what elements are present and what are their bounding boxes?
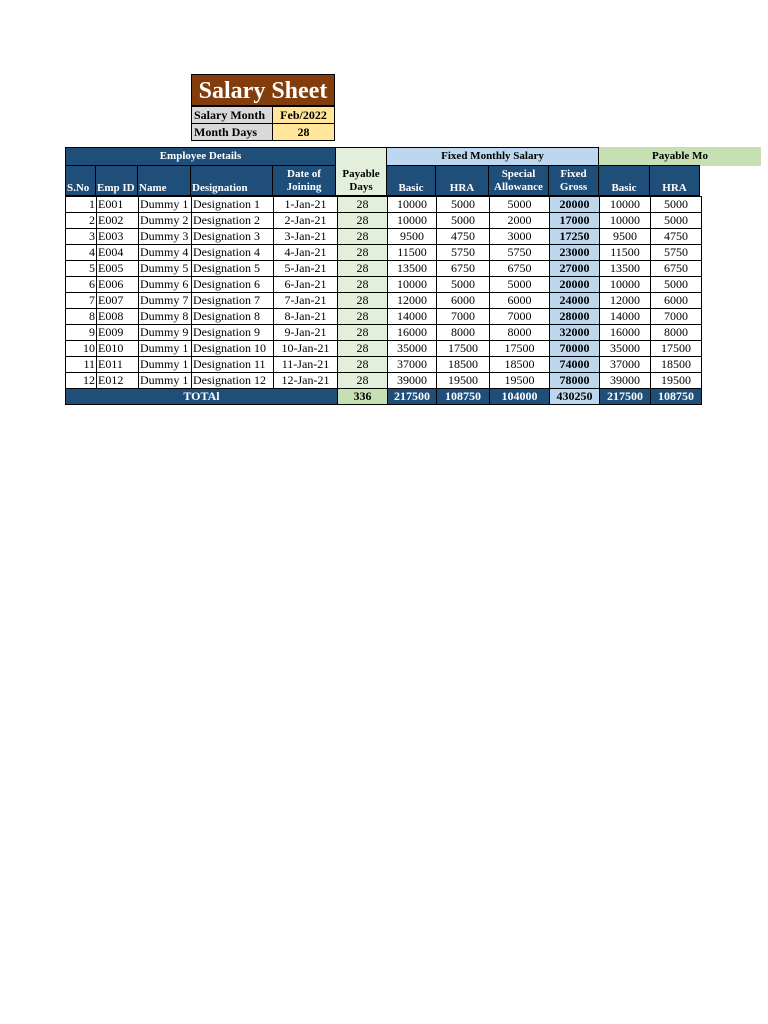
total-fixed-gross[interactable]: 430250 (550, 389, 600, 405)
table-row (66, 373, 702, 389)
table-row (66, 309, 702, 325)
cell-designation[interactable]: Designation 9 (192, 325, 274, 341)
table-row (66, 277, 702, 293)
cell-payable-hra[interactable]: 8000 (651, 325, 702, 341)
cell-payable-days[interactable]: 28 (338, 357, 388, 373)
cell-basic[interactable]: 12000 (388, 293, 437, 309)
cell-designation[interactable]: Designation 5 (192, 261, 274, 277)
col-header-name: Name (137, 165, 191, 196)
cell-sno[interactable]: 1 (66, 197, 97, 213)
cell-payable-days[interactable]: 28 (338, 197, 388, 213)
cell-doj[interactable]: 10-Jan-21 (274, 341, 338, 357)
cell-hra[interactable]: 5000 (437, 277, 490, 293)
cell-name[interactable]: Dummy 4 (139, 245, 192, 261)
cell-payable-basic[interactable]: 11500 (600, 245, 651, 261)
cell-sno[interactable]: 12 (66, 373, 97, 389)
cell-fixed-gross[interactable]: 20000 (550, 277, 600, 293)
col-header-doj: Date of Joining (272, 165, 336, 196)
cell-basic[interactable]: 16000 (388, 325, 437, 341)
cell-designation[interactable]: Designation 10 (192, 341, 274, 357)
table-row (66, 293, 702, 309)
cell-special-allowance[interactable]: 17500 (490, 341, 550, 357)
cell-emp-id[interactable]: E005 (97, 261, 139, 277)
total-payable-basic[interactable]: 217500 (600, 389, 651, 405)
cell-designation[interactable]: Designation 2 (192, 213, 274, 229)
cell-payable-hra[interactable]: 5750 (651, 245, 702, 261)
cell-fixed-gross[interactable]: 28000 (550, 309, 600, 325)
cell-basic[interactable]: 10000 (388, 277, 437, 293)
cell-payable-hra[interactable]: 6000 (651, 293, 702, 309)
cell-payable-basic[interactable]: 39000 (600, 373, 651, 389)
cell-special-allowance[interactable]: 8000 (490, 325, 550, 341)
cell-basic[interactable]: 9500 (388, 229, 437, 245)
cell-doj[interactable]: 4-Jan-21 (274, 245, 338, 261)
cell-name[interactable]: Dummy 3 (139, 229, 192, 245)
cell-name[interactable]: Dummy 8 (139, 309, 192, 325)
sheet-title: Salary Sheet (191, 74, 335, 106)
cell-special-allowance[interactable]: 2000 (490, 213, 550, 229)
cell-special-allowance[interactable]: 19500 (490, 373, 550, 389)
cell-hra[interactable]: 5750 (437, 245, 490, 261)
cell-fixed-gross[interactable]: 23000 (550, 245, 600, 261)
table-row (66, 197, 702, 213)
cell-hra[interactable]: 8000 (437, 325, 490, 341)
cell-hra[interactable]: 19500 (437, 373, 490, 389)
cell-fixed-gross[interactable]: 78000 (550, 373, 600, 389)
cell-payable-hra[interactable]: 7000 (651, 309, 702, 325)
cell-payable-basic[interactable]: 13500 (600, 261, 651, 277)
cell-doj[interactable]: 12-Jan-21 (274, 373, 338, 389)
cell-basic[interactable]: 35000 (388, 341, 437, 357)
cell-designation[interactable]: Designation 7 (192, 293, 274, 309)
cell-basic[interactable]: 37000 (388, 357, 437, 373)
cell-emp-id[interactable]: E010 (97, 341, 139, 357)
total-basic[interactable]: 217500 (388, 389, 437, 405)
total-payable-hra[interactable]: 108750 (651, 389, 702, 405)
cell-sno[interactable]: 8 (66, 309, 97, 325)
salary-month-value[interactable]: Feb/2022 (272, 106, 335, 124)
cell-payable-basic[interactable]: 37000 (600, 357, 651, 373)
cell-emp-id[interactable]: E007 (97, 293, 139, 309)
cell-doj[interactable]: 11-Jan-21 (274, 357, 338, 373)
col-header-payable-hra: HRA (649, 165, 700, 196)
cell-designation[interactable]: Designation 12 (192, 373, 274, 389)
cell-special-allowance[interactable]: 7000 (490, 309, 550, 325)
cell-designation[interactable]: Designation 11 (192, 357, 274, 373)
month-days-label: Month Days (191, 123, 273, 141)
cell-special-allowance[interactable]: 18500 (490, 357, 550, 373)
cell-basic[interactable]: 11500 (388, 245, 437, 261)
col-header-designation: Designation (190, 165, 273, 196)
cell-special-allowance[interactable]: 5750 (490, 245, 550, 261)
cell-payable-days[interactable]: 28 (338, 373, 388, 389)
cell-fixed-gross[interactable]: 24000 (550, 293, 600, 309)
cell-hra[interactable]: 18500 (437, 357, 490, 373)
table-row (66, 325, 702, 341)
cell-hra[interactable]: 7000 (437, 309, 490, 325)
cell-basic[interactable]: 13500 (388, 261, 437, 277)
cell-fixed-gross[interactable]: 20000 (550, 197, 600, 213)
cell-fixed-gross[interactable]: 27000 (550, 261, 600, 277)
cell-hra[interactable]: 5000 (437, 213, 490, 229)
cell-name[interactable]: Dummy 2 (139, 213, 192, 229)
table-row (66, 229, 702, 245)
cell-sno[interactable]: 2 (66, 213, 97, 229)
cell-emp-id[interactable]: E003 (97, 229, 139, 245)
cell-basic[interactable]: 10000 (388, 213, 437, 229)
cell-fixed-gross[interactable]: 70000 (550, 341, 600, 357)
cell-designation[interactable]: Designation 3 (192, 229, 274, 245)
cell-sno[interactable]: 3 (66, 229, 97, 245)
cell-emp-id[interactable]: E012 (97, 373, 139, 389)
cell-basic[interactable]: 10000 (388, 197, 437, 213)
group-payable-monthly: Payable Mo (599, 147, 761, 166)
cell-sno[interactable]: 10 (66, 341, 97, 357)
cell-name[interactable]: Dummy 6 (139, 277, 192, 293)
col-header-payable-days: Payable Days (342, 168, 380, 193)
cell-name[interactable]: Dummy 7 (139, 293, 192, 309)
table-row (66, 213, 702, 229)
col-header-payable-basic: Basic (598, 165, 650, 196)
cell-designation[interactable]: Designation 4 (192, 245, 274, 261)
cell-payable-basic[interactable]: 14000 (600, 309, 651, 325)
cell-payable-days[interactable]: 28 (338, 277, 388, 293)
col-header-basic: Basic (386, 165, 436, 196)
cell-payable-basic[interactable]: 16000 (600, 325, 651, 341)
cell-payable-days[interactable]: 28 (338, 213, 388, 229)
cell-name[interactable]: Dummy 1 (139, 197, 192, 213)
cell-emp-id[interactable]: E004 (97, 245, 139, 261)
cell-payable-days[interactable]: 28 (338, 245, 388, 261)
cell-hra[interactable]: 5000 (437, 197, 490, 213)
cell-basic[interactable]: 39000 (388, 373, 437, 389)
cell-payable-hra[interactable]: 18500 (651, 357, 702, 373)
cell-name[interactable]: Dummy 9 (139, 325, 192, 341)
salary-month-label: Salary Month (191, 106, 273, 124)
cell-payable-hra[interactable]: 19500 (651, 373, 702, 389)
group-fixed-monthly-salary: Fixed Monthly Salary (386, 147, 599, 166)
col-header-sno: S.No (65, 165, 96, 196)
cell-payable-hra[interactable]: 6750 (651, 261, 702, 277)
table-row (66, 341, 702, 357)
group-employee-details: Employee Details (65, 147, 336, 166)
cell-payable-hra[interactable]: 5000 (651, 213, 702, 229)
cell-special-allowance[interactable]: 5000 (490, 197, 550, 213)
total-payable-days[interactable]: 336 (338, 389, 388, 405)
cell-payable-basic[interactable]: 35000 (600, 341, 651, 357)
total-label[interactable]: TOTAl (66, 389, 338, 405)
cell-hra[interactable]: 6750 (437, 261, 490, 277)
cell-special-allowance[interactable]: 5000 (490, 277, 550, 293)
cell-doj[interactable]: 9-Jan-21 (274, 325, 338, 341)
cell-sno[interactable]: 4 (66, 245, 97, 261)
cell-doj[interactable]: 2-Jan-21 (274, 213, 338, 229)
cell-payable-days[interactable]: 28 (338, 325, 388, 341)
cell-hra[interactable]: 17500 (437, 341, 490, 357)
cell-payable-days[interactable]: 28 (338, 309, 388, 325)
cell-sno[interactable]: 5 (66, 261, 97, 277)
cell-emp-id[interactable]: E008 (97, 309, 139, 325)
cell-payable-basic[interactable]: 10000 (600, 197, 651, 213)
month-days-value[interactable]: 28 (272, 123, 335, 141)
cell-fixed-gross[interactable]: 17000 (550, 213, 600, 229)
cell-emp-id[interactable]: E006 (97, 277, 139, 293)
cell-payable-days[interactable]: 28 (338, 229, 388, 245)
cell-payable-days[interactable]: 28 (338, 341, 388, 357)
cell-doj[interactable]: 1-Jan-21 (274, 197, 338, 213)
table-row (66, 357, 702, 373)
cell-special-allowance[interactable]: 3000 (490, 229, 550, 245)
total-hra[interactable]: 108750 (437, 389, 490, 405)
total-row (66, 389, 702, 405)
cell-payable-basic[interactable]: 10000 (600, 213, 651, 229)
table-row (66, 261, 702, 277)
cell-special-allowance[interactable]: 6000 (490, 293, 550, 309)
total-special-allowance[interactable]: 104000 (490, 389, 550, 405)
cell-sno[interactable]: 7 (66, 293, 97, 309)
cell-emp-id[interactable]: E002 (97, 213, 139, 229)
cell-designation[interactable]: Designation 6 (192, 277, 274, 293)
cell-sno[interactable]: 6 (66, 277, 97, 293)
cell-payable-hra[interactable]: 4750 (651, 229, 702, 245)
cell-payable-days[interactable]: 28 (338, 293, 388, 309)
cell-hra[interactable]: 6000 (437, 293, 490, 309)
cell-fixed-gross[interactable]: 17250 (550, 229, 600, 245)
cell-emp-id[interactable]: E001 (97, 197, 139, 213)
cell-emp-id[interactable]: E011 (97, 357, 139, 373)
cell-payable-basic[interactable]: 10000 (600, 277, 651, 293)
cell-payable-hra[interactable]: 17500 (651, 341, 702, 357)
table-row (66, 245, 702, 261)
cell-basic[interactable]: 14000 (388, 309, 437, 325)
cell-doj[interactable]: 5-Jan-21 (274, 261, 338, 277)
cell-sno[interactable]: 11 (66, 357, 97, 373)
cell-name[interactable]: Dummy 1 (139, 373, 192, 389)
col-header-special-allowance: Special Allowance (488, 165, 549, 196)
cell-doj[interactable]: 8-Jan-21 (274, 309, 338, 325)
col-header-hra: HRA (435, 165, 489, 196)
cell-special-allowance[interactable]: 6750 (490, 261, 550, 277)
cell-doj[interactable]: 7-Jan-21 (274, 293, 338, 309)
cell-hra[interactable]: 4750 (437, 229, 490, 245)
cell-fixed-gross[interactable]: 32000 (550, 325, 600, 341)
cell-emp-id[interactable]: E009 (97, 325, 139, 341)
cell-payable-basic[interactable]: 12000 (600, 293, 651, 309)
cell-doj[interactable]: 6-Jan-21 (274, 277, 338, 293)
col-header-fixed-gross: Fixed Gross (548, 165, 599, 196)
cell-payable-hra[interactable]: 5000 (651, 197, 702, 213)
cell-sno[interactable]: 9 (66, 325, 97, 341)
salary-table (65, 196, 702, 405)
cell-payable-basic[interactable]: 9500 (600, 229, 651, 245)
cell-designation[interactable]: Designation 8 (192, 309, 274, 325)
cell-designation[interactable]: Designation 1 (192, 197, 274, 213)
col-header-emp-id: Emp ID (95, 165, 138, 196)
cell-payable-days[interactable]: 28 (338, 261, 388, 277)
cell-name[interactable]: Dummy 5 (139, 261, 192, 277)
cell-name[interactable]: Dummy 1 (139, 341, 192, 357)
cell-fixed-gross[interactable]: 74000 (550, 357, 600, 373)
cell-payable-hra[interactable]: 5000 (651, 277, 702, 293)
cell-doj[interactable]: 3-Jan-21 (274, 229, 338, 245)
cell-name[interactable]: Dummy 1 (139, 357, 192, 373)
